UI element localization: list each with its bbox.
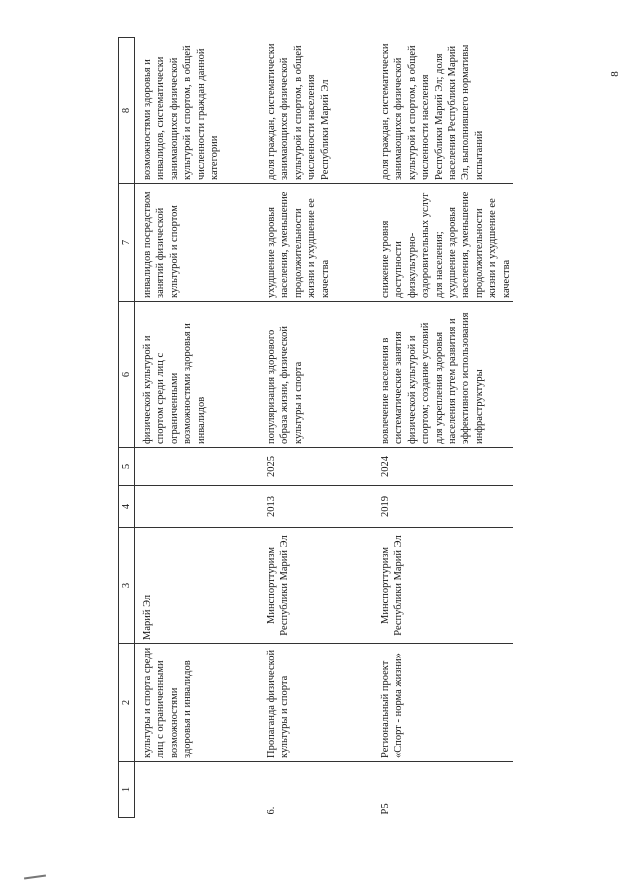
start-year: 2013 bbox=[249, 486, 365, 528]
indicators: доля граждан, систематически занимающихся физической культурой и спортом, в общей численности населения Республики Марий Эл; доля населения Республики Марий Эл, выполнившего нормативы испытаний bbox=[365, 38, 513, 184]
header-cell-1: 1 bbox=[119, 762, 135, 818]
consequences: снижение уровня доступности физкультурно-оздоровительных услуг для населения; ухудшение здоровья населения, уменьшение продолжительности жизни и ухудшение ее качества bbox=[365, 184, 513, 302]
executor: Минспорттуризм Республики Марий Эл bbox=[365, 528, 513, 644]
table-row bbox=[249, 38, 365, 818]
header-cell-2: 2 bbox=[119, 644, 135, 762]
measure-name: Пропаганда физической культуры и спорта bbox=[249, 644, 365, 762]
table-row bbox=[365, 38, 513, 818]
header-cell-8: 8 bbox=[119, 38, 135, 184]
indicators: возможностями здоровья и инвалидов, систематически занимающихся физической культурой и спортом, в общей численности граждан данной категории bbox=[135, 38, 250, 184]
table-row bbox=[135, 38, 250, 818]
measure-name: Региональный проект «Спорт - норма жизни» bbox=[365, 644, 513, 762]
row-number bbox=[135, 762, 250, 818]
header-cell-3: 3 bbox=[119, 528, 135, 644]
header-row bbox=[119, 38, 135, 818]
start-year: 2019 bbox=[365, 486, 513, 528]
header-cell-4: 4 bbox=[119, 486, 135, 528]
end-year: 2024 bbox=[365, 448, 513, 486]
row-number: 6. bbox=[266, 806, 277, 815]
measure-name: культуры и спорта среди лиц с ограниченными возможностями здоровья и инвалидов bbox=[135, 644, 250, 762]
executor: Марий Эл bbox=[135, 528, 250, 644]
start-year bbox=[135, 486, 250, 528]
rotated-table-container bbox=[118, 38, 512, 818]
end-year: 2025 bbox=[249, 448, 365, 486]
directions: популяризация здорового образа жизни, физической культуры и спорта bbox=[249, 302, 365, 448]
program-table bbox=[118, 37, 513, 818]
page-number: 8 bbox=[608, 71, 621, 77]
indicators: доля граждан, систематически занимающихся физической культурой и спортом, в общей численности населения Республики Марий Эл bbox=[249, 38, 365, 184]
consequences: ухудшение здоровья населения, уменьшение продолжительности жизни и ухудшение ее качества bbox=[249, 184, 365, 302]
executor: Минспорттуризм Республики Марий Эл bbox=[249, 528, 365, 644]
header-cell-7: 7 bbox=[119, 184, 135, 302]
consequences: инвалидов посредством занятий физической культурой и спортом bbox=[135, 184, 250, 302]
header-cell-6: 6 bbox=[119, 302, 135, 448]
directions: физической культурой и спортом среди лиц с ограниченными возможностями здоровья и инвалидов bbox=[135, 302, 250, 448]
end-year bbox=[135, 448, 250, 486]
header-cell-5: 5 bbox=[119, 448, 135, 486]
scan-mark bbox=[24, 874, 46, 879]
row-number: Р5 bbox=[380, 803, 391, 815]
directions: вовлечение населения в систематические занятия физической культурой и спортом; создание условий для укрепления здоровья населения путем развития и эффективного использования инфраструктуры bbox=[365, 302, 513, 448]
